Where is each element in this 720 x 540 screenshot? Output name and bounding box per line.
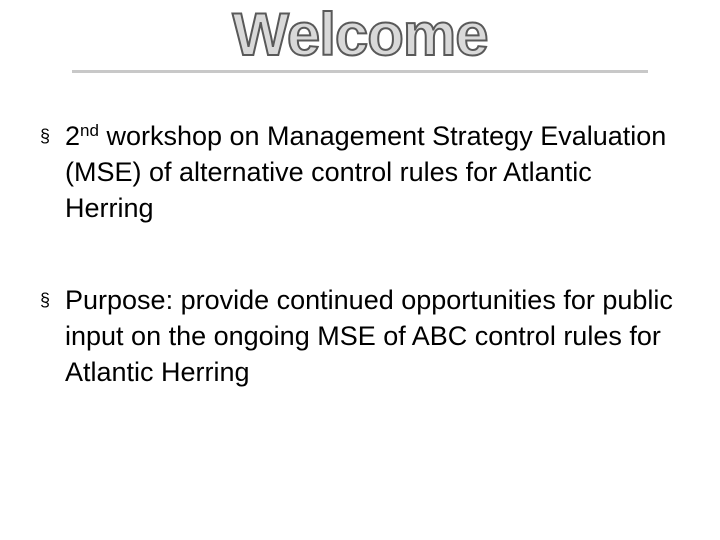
bullet-marker-icon: §: [40, 290, 51, 310]
bullet-list: [40, 118, 680, 446]
bullet-marker-icon: §: [40, 126, 51, 146]
bullet-ordinal-suffix: nd: [80, 121, 99, 140]
bullet-text: workshop on Management Strategy Evaluation (MSE) of alternative control rules for Atlantic Herring: [65, 121, 667, 223]
bullet-text: Purpose: provide continued opportunities for public input on the ongoing MSE of ABC control rules for Atlantic Herring: [65, 285, 673, 387]
title-divider: [72, 70, 648, 73]
slide-title: Welcome: [232, 1, 488, 68]
bullet-item-purpose: [40, 282, 680, 390]
bullet-number: 2: [65, 121, 81, 151]
bullet-item-workshop: [40, 118, 680, 226]
